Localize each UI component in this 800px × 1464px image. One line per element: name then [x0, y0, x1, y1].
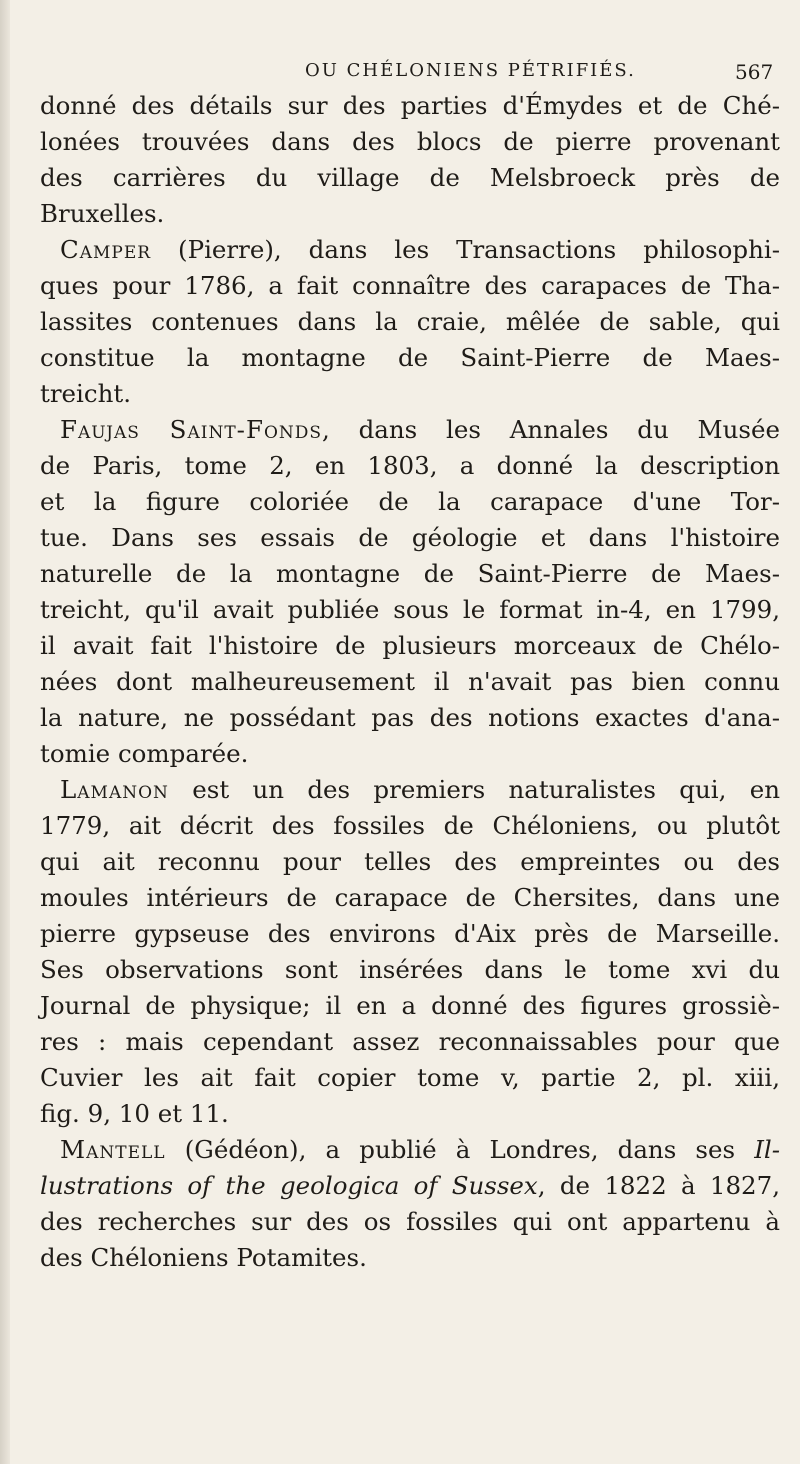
text-line: des recherches sur des os fossiles qui ont appartenu à	[40, 1207, 780, 1236]
text-line	[40, 1132, 780, 1168]
running-title: OU CHÉLONIENS PÉTRIFIÉS.	[305, 60, 636, 81]
text-line: lassites contenues dans la craie, mêlée de sable, qui	[40, 307, 780, 336]
text-line: Bruxelles.	[40, 199, 165, 228]
text-line: lonées trouvées dans des blocs de pierre provenant	[40, 127, 780, 156]
page-binding-edge	[0, 0, 10, 1464]
page-header	[0, 60, 800, 90]
text-line: tue. Dans ses essais de géologie et dans l'histoire	[40, 523, 780, 552]
author-name: Faujas Saint-Fonds	[60, 415, 323, 444]
author-name: Lamanon	[60, 775, 169, 804]
text-line: et la figure coloriée de la carapace d'une Tor-	[40, 487, 780, 516]
author-name: Mantell	[60, 1135, 166, 1164]
text-line: la nature, ne possédant pas des notions exactes d'ana-	[40, 703, 780, 732]
text-line: ques pour 1786, a fait connaître des carapaces de Tha-	[40, 271, 780, 300]
text-line: pierre gypseuse des environs d'Aix près de Marseille.	[40, 919, 780, 948]
text-line: naturelle de la montagne de Saint-Pierre de Maes-	[40, 559, 780, 588]
text-line: Ses observations sont insérées dans le tome xvi du	[40, 955, 780, 984]
line-text: , de 1822 à 1827,	[537, 1171, 781, 1200]
text-line	[40, 1168, 780, 1204]
text-line: qui ait reconnu pour telles des empreintes ou des	[40, 847, 780, 876]
text-line: treicht, qu'il avait publiée sous le format in-4, en 1799,	[40, 595, 780, 624]
text-line: de Paris, tome 2, en 1803, a donné la description	[40, 451, 780, 480]
text-line: nées dont malheureusement il n'avait pas bien connu	[40, 667, 780, 696]
paragraph-mantell	[40, 1132, 780, 1276]
body-text	[40, 88, 780, 1276]
paragraph-faujas	[40, 412, 780, 772]
page-number: 567	[735, 60, 774, 84]
text-line: res : mais cependant assez reconnaissables pour que	[40, 1027, 780, 1056]
paragraph-lamanon	[40, 772, 780, 1132]
text-line: Journal de physique; il en a donné des figures grossiè-	[40, 991, 780, 1020]
text-line: il avait fait l'histoire de plusieurs morceaux de Chélo-	[40, 631, 780, 660]
line-text: , dans les Annales du Musée	[322, 415, 780, 444]
text-line: moules intérieurs de carapace de Chersites, dans une	[40, 883, 780, 912]
line-text: est un des premiers naturalistes qui, en	[168, 775, 780, 804]
line-text: (Pierre), dans les Transactions philosophi-	[151, 235, 780, 264]
line-text: (Gédéon), a publié à Londres, dans ses	[165, 1135, 755, 1164]
text-line: des carrières du village de Melsbroeck près de	[40, 163, 780, 192]
text-line: des Chéloniens Potamites.	[40, 1243, 367, 1272]
author-name: Camper	[60, 235, 152, 264]
text-line: 1779, ait décrit des fossiles de Chéloniens, ou plutôt	[40, 811, 780, 840]
text-line	[40, 232, 780, 268]
text-line: fig. 9, 10 et 11.	[40, 1099, 229, 1128]
text-line	[40, 772, 780, 808]
text-line: donné des détails sur des parties d'Émydes et de Ché-	[40, 91, 780, 120]
text-line: Cuvier les ait fait copier tome v, partie 2, pl. xiii,	[40, 1063, 780, 1092]
text-line: treicht.	[40, 379, 132, 408]
paragraph-camper	[40, 232, 780, 412]
text-line: tomie comparée.	[40, 739, 249, 768]
book-title-end: lustrations of the geologica of Sussex	[40, 1171, 538, 1200]
text-line	[40, 412, 780, 448]
paragraph-emydes	[40, 88, 780, 232]
text-line: constitue la montagne de Saint-Pierre de Maes-	[40, 343, 780, 372]
book-title-start: Il-	[754, 1135, 780, 1164]
